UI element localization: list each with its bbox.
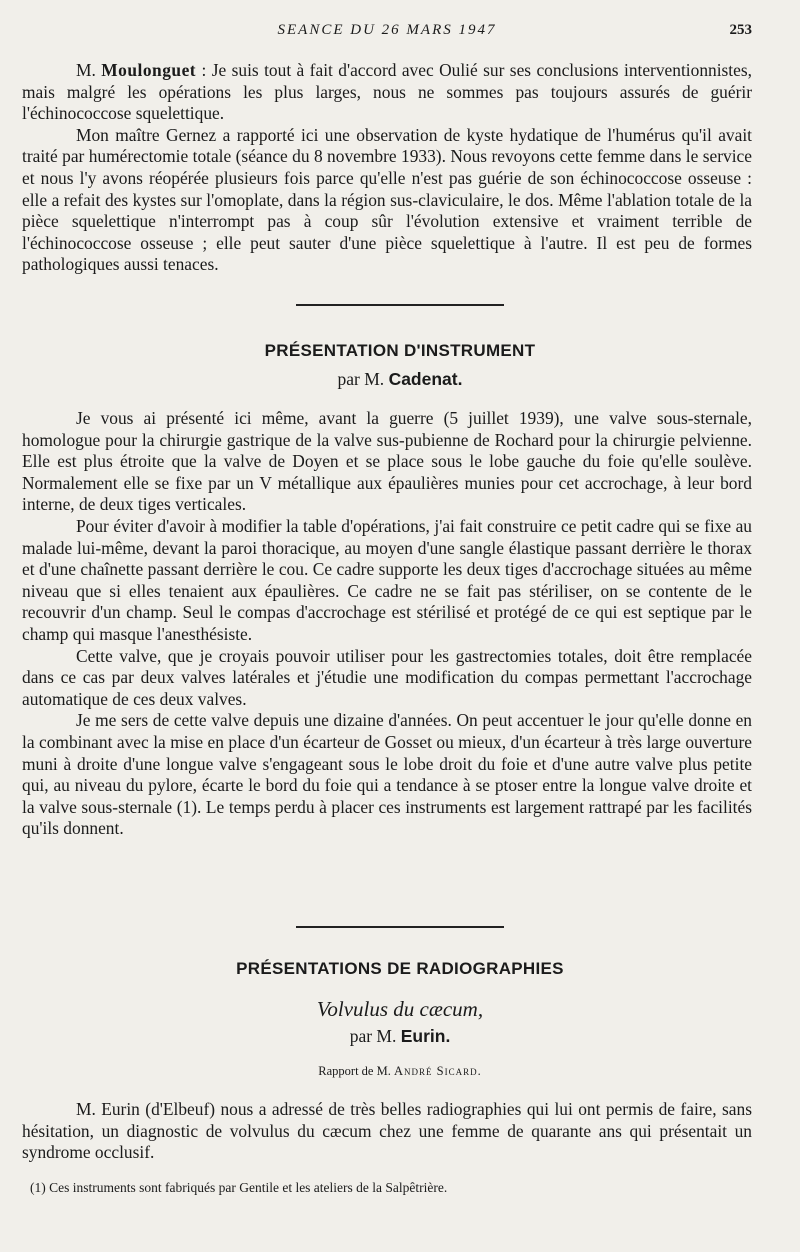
speaker-prefix: M. <box>76 60 102 80</box>
instrument-paragraph-2: Pour éviter d'avoir à modifier la table d'opérations, j'ai fait construire ce petit cadre qui se fixe au malade lui-même, devant la paroi thoracique, au moyen d'une sangle élastique passant derrière le thorax et d'une chaînette passant derrière le cou. Ce cadre supporte les deux tiges d'accrochage situées au même niveau que si elles tenaient aux épaulières. Ce cadre ne se fait pas stériliser, on se contente de le recouvrir d'un champ. Seul le compas d'accrochage est stérilisé et protégé de ce qui est septique par le champ qui masque l'anesthésiste. <box>22 515 752 644</box>
running-header <box>22 22 752 46</box>
radiograph-paragraph: M. Eurin (d'Elbeuf) nous a adressé de très belles radiographies qui lui ont permis de faire, sans hésitation, un diagnostic de volvulus du cæcum chez une femme de quarante ans qui présentait un syndrome occlusif. <box>22 1099 752 1163</box>
radiograph-text <box>22 1099 752 1164</box>
instrument-text <box>22 408 752 840</box>
article-subtitle: Volvulus du cæcum, <box>316 997 484 1021</box>
instrument-paragraph-4: Je me sers de cette valve depuis une dizaine d'années. On peut accentuer le jour qu'elle donne en la combinant avec la mise en place d'un écarteur de Gosset ou mieux, d'un écarteur à très large ouverture muni à droite d'une longue valve s'engageant sous le lobe droit du foie et d'une autre valve plus petite qui, au niveau du pylore, écarte le bord du foie qui a tendance à se ptoser entre la longue valve droite et la valve sous-sternale (1). Le temps perdu à placer ces instruments est largement rattrapé par les facilités qu'ils donnent. <box>22 710 752 839</box>
page-number: 253 <box>729 22 752 38</box>
speaker-name: Moulonguet <box>101 60 197 80</box>
report-line <box>0 1064 800 1079</box>
byline-prefix: par M. <box>349 1026 401 1046</box>
running-title: SEANCE DU 26 MARS 1947 <box>277 22 497 38</box>
discussion-block <box>22 60 752 276</box>
byline-prefix: par M. <box>337 369 389 389</box>
section-heading-radiographs: PRÉSENTATIONS DE RADIOGRAPHIES <box>236 959 564 978</box>
report-author: André Sicard. <box>393 1064 482 1078</box>
section-divider-2 <box>296 926 504 928</box>
instrument-paragraph-1: Je vous ai présenté ici même, avant la guerre (5 juillet 1939), une valve sous-sternale, homologue pour la chirurgie gastrique de la valve sus-pubienne de Rochard pour la chirurgie pelvienne. Elle est plus étroite que la valve de Doyen et se place sous le lobe gauche du foie qu'elle soulève. Normalement elle se fixe par un V métallique aux épaulières munies pour cet accrochage, à leur bord interne, de deux tiges verticales. <box>22 408 752 515</box>
byline-eurin <box>0 1026 800 1047</box>
section-heading-instrument: PRÉSENTATION D'INSTRUMENT <box>264 341 536 360</box>
discussion-text-1: : Je suis tout à fait d'accord avec Oulié sur ses conclusions interventionnistes, mais malgré les opérations les plus larges, nous ne sommes pas toujours assurés de guérir l'échinococcose squelettique. <box>22 60 752 124</box>
discussion-paragraph-2: Mon maître Gernez a rapporté ici une observation de kyste hydatique de l'humérus qu'il avait traité par humérectomie totale (séance du 8 novembre 1933). Nous revoyons cette femme dans le service et nous l'y avons réopérée plusieurs fois parce qu'elle n'est pas guérie de son échinococcose osseuse : elle a refait des kystes sur l'omoplate, dans la région sus-claviculaire, le dos. Même l'ablation totale de la pièce squelettique n'interrompt pas à coup sûr l'évolution extensive et vraiment terrible de l'échinococcose osseuse ; elle peut sauter d'une pièce squelettique à l'autre. Il est peu de formes pathologiques aussi tenaces. <box>22 124 752 275</box>
report-prefix: Rapport de M. <box>318 1064 394 1078</box>
author-eurin: Eurin. <box>400 1026 451 1046</box>
footnote: (1) Ces instruments sont fabriqués par Gentile et les ateliers de la Salpêtrière. <box>30 1180 448 1195</box>
author-cadenat: Cadenat. <box>388 369 463 389</box>
byline-cadenat <box>0 369 800 390</box>
instrument-paragraph-3: Cette valve, que je croyais pouvoir utiliser pour les gastrectomies totales, doit être remplacée dans ce cas par deux valves latérales et j'étudie une modification du compas permettant l'accrochage automatique de ces deux valves. <box>22 645 752 709</box>
section-divider-1 <box>296 304 504 306</box>
discussion-paragraph-1 <box>22 60 752 125</box>
